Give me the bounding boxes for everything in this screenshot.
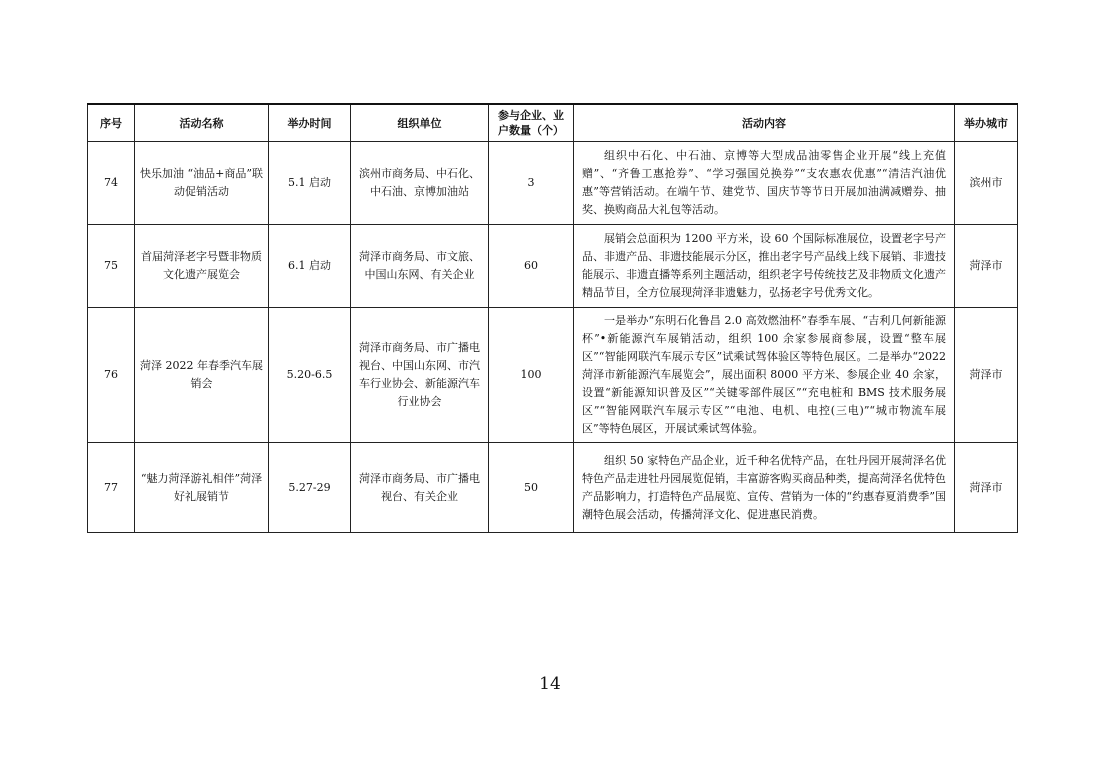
row-content: 一是举办“东明石化鲁昌 2.0 高效燃油杯”春季车展、“吉利几何新能源杯”•新能源汽车展销活动，组织 100 余家参展商参展，设置“整车展区”“智能网联汽车展示专区”试乘试驾体验区等特色展区。二是举办“2022 菏泽市新能源汽车展览会”，展出面积 8000 平方米、参展企业 40 余家，设置“新能源知识普及区”“关键零部件展区”“充电桩和 BMS 技术服务展区”“智能网联汽车展示专区”“电池、电机、电控(三电)”“城市物流车展区”等特色展区，开展试乘试驾体验。 bbox=[574, 308, 955, 443]
header-time: 举办时间 bbox=[269, 104, 351, 142]
row-seq: 77 bbox=[88, 443, 135, 533]
row-name: 菏泽 2022 年春季汽车展销会 bbox=[135, 308, 269, 443]
row-seq: 74 bbox=[88, 142, 135, 225]
row-city: 菏泽市 bbox=[955, 225, 1018, 308]
row-org: 菏泽市商务局、市广播电视台、有关企业 bbox=[351, 443, 489, 533]
header-org: 组织单位 bbox=[351, 104, 489, 142]
row-time: 6.1 启动 bbox=[269, 225, 351, 308]
row-city: 菏泽市 bbox=[955, 443, 1018, 533]
table-header bbox=[88, 104, 1018, 142]
header-name: 活动名称 bbox=[135, 104, 269, 142]
row-count: 60 bbox=[489, 225, 574, 308]
row-time: 5.20-6.5 bbox=[269, 308, 351, 443]
row-org: 菏泽市商务局、市广播电视台、中国山东网、市汽车行业协会、新能源汽车行业协会 bbox=[351, 308, 489, 443]
row-count: 100 bbox=[489, 308, 574, 443]
row-org: 菏泽市商务局、市文旅、中国山东网、有关企业 bbox=[351, 225, 489, 308]
row-content: 组织中石化、中石油、京博等大型成品油零售企业开展“线上充值赠”、“齐鲁工惠抢券”、“学习强国兑换券”“支农惠农优惠”“清洁汽油优惠”等营销活动。在端午节、建党节、国庆节等节日开展加油满减赠券、抽奖、换购商品大礼包等活动。 bbox=[574, 142, 955, 225]
table-row bbox=[88, 308, 1018, 443]
row-count: 50 bbox=[489, 443, 574, 533]
row-time: 5.27-29 bbox=[269, 443, 351, 533]
row-seq: 75 bbox=[88, 225, 135, 308]
row-org: 滨州市商务局、中石化、中石油、京博加油站 bbox=[351, 142, 489, 225]
table-row bbox=[88, 142, 1018, 225]
row-city: 滨州市 bbox=[955, 142, 1018, 225]
row-name: “魅力菏泽游礼相伴”菏泽好礼展销节 bbox=[135, 443, 269, 533]
header-count: 参与企业、业户数量（个） bbox=[489, 104, 574, 142]
table-row bbox=[88, 443, 1018, 533]
row-city: 菏泽市 bbox=[955, 308, 1018, 443]
table-row bbox=[88, 225, 1018, 308]
row-name: 首届菏泽老字号暨非物质文化遗产展览会 bbox=[135, 225, 269, 308]
row-count: 3 bbox=[489, 142, 574, 225]
page-number: 14 bbox=[539, 674, 561, 694]
header-content: 活动内容 bbox=[574, 104, 955, 142]
row-content: 组织 50 家特色产品企业，近千种名优特产品，在牡丹园开展菏泽名优特色产品走进牡丹园展览促销，丰富游客购买商品种类，提高菏泽名优特色产品影响力，打造特色产品展览、宣传、营销为一体的“约惠春夏消费季”国潮特色展会活动，传播菏泽文化、促进惠民消费。 bbox=[574, 443, 955, 533]
row-name: 快乐加油 “油品+商品”联动促销活动 bbox=[135, 142, 269, 225]
header-city: 举办城市 bbox=[955, 104, 1018, 142]
header-seq: 序号 bbox=[88, 104, 135, 142]
row-seq: 76 bbox=[88, 308, 135, 443]
activity-table-container bbox=[87, 103, 1017, 533]
row-time: 5.1 启动 bbox=[269, 142, 351, 225]
row-content: 展销会总面积为 1200 平方米，设 60 个国际标准展位，设置老字号产品、非遗产品、非遗技能展示分区，推出老字号产品线上线下展销、非遗技能展示、非遗直播等系列主题活动，组织老字号传统技艺及非物质文化遗产精品节目，全方位展现菏泽非遗魅力，弘扬老字号优秀文化。 bbox=[574, 225, 955, 308]
activity-table bbox=[87, 103, 1018, 533]
